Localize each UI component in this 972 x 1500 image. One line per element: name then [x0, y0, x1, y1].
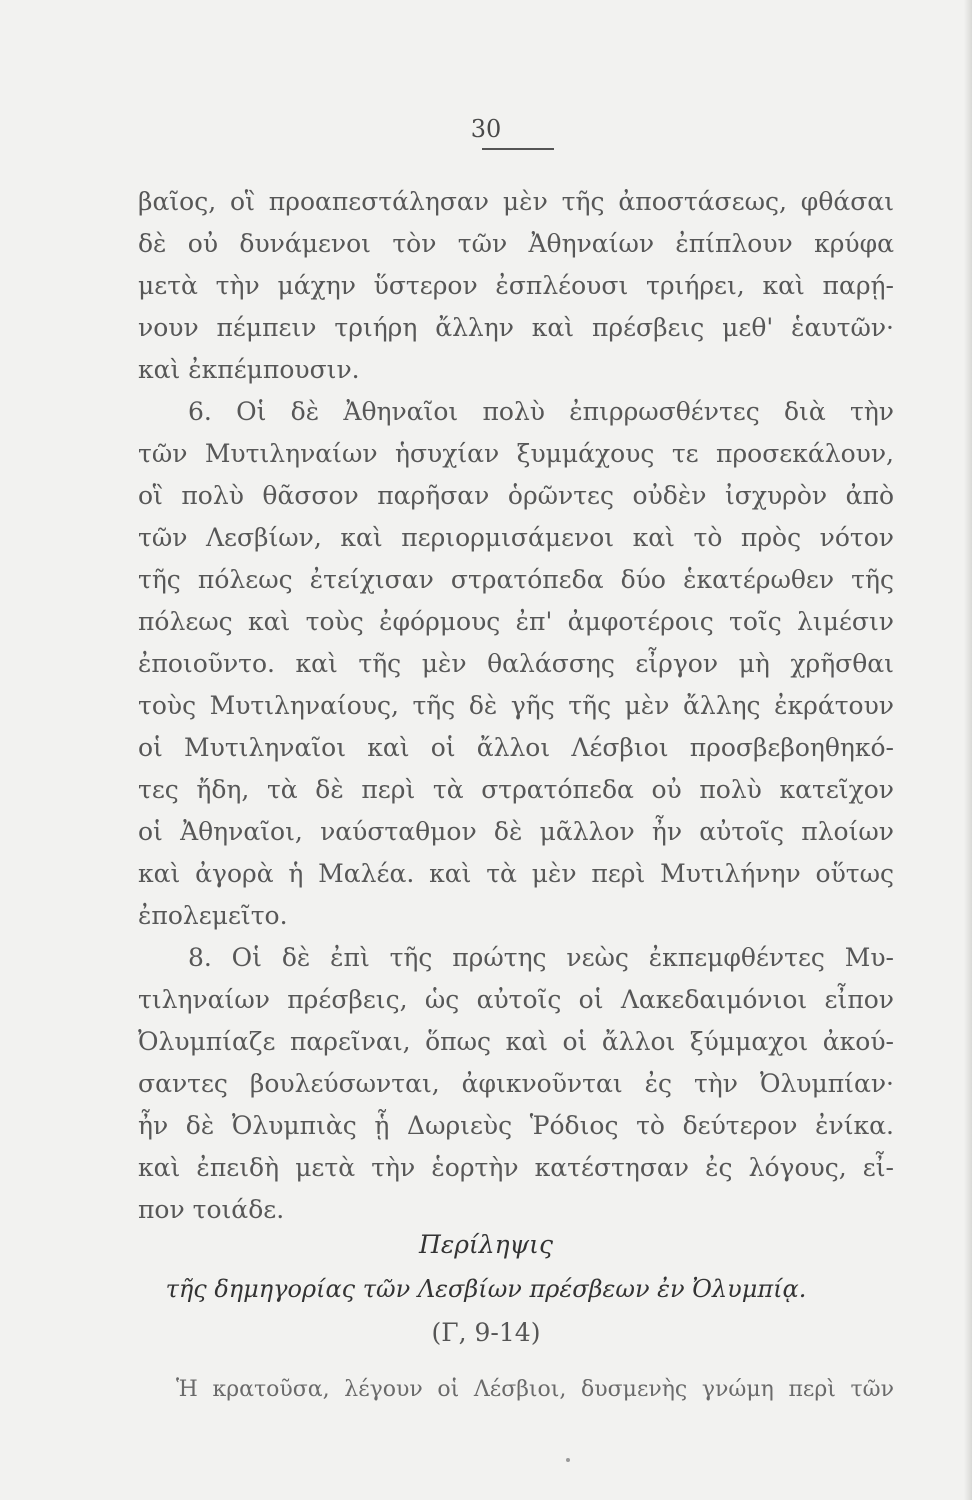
text-line: οἳ πολὺ θᾶσσον παρῆσαν ὁρῶντες οὐδὲν ἰσχυρὸν ἀπὸ: [138, 481, 894, 510]
text-line: τιληναίων πρέσβεις, ὡς αὐτοῖς οἱ Λακεδαιμόνιοι εἶπον: [138, 985, 894, 1014]
text-line: βαῖος, οἳ προαπεστάλησαν μὲν τῆς ἀποστάσεως, φθάσαι: [138, 187, 894, 216]
text-line: οἱ Ἀθηναῖοι, ναύσταθμον δὲ μᾶλλον ἦν αὐτοῖς πλοίων: [138, 817, 894, 846]
text-line: τῶν Μυτιληναίων ἡσυχίαν ξυμμάχους τε προσεκάλουν,: [138, 439, 894, 468]
text-line: τες ἤδη, τὰ δὲ περὶ τὰ στρατόπεδα οὐ πολὺ κατεῖχον: [138, 775, 894, 804]
text-line: τῆς πόλεως ἐτείχισαν στρατόπεδα δύο ἑκατέρωθεν τῆς: [138, 565, 894, 594]
text-line: πον τοιάδε.: [138, 1195, 285, 1224]
text-line: μετὰ τὴν μάχην ὕστερον ἐσπλέουσι τριήρει, καὶ παρῄ-: [138, 271, 894, 300]
paragraph-6-start: 6. Οἱ δὲ Ἀθηναῖοι πολὺ ἐπιρρωσθέντες διὰ τὴν: [188, 397, 894, 426]
text-line: δὲ οὐ δυνάμενοι τὸν τῶν Ἀθηναίων ἐπίπλουν κρύφα: [138, 229, 894, 258]
section-reference: (Γ, 9-14): [431, 1318, 541, 1347]
text-line: ἦν δὲ Ὀλυμπιὰς ᾗ Δωριεὺς Ῥόδιος τὸ δεύτερον ἐνίκα.: [138, 1111, 894, 1140]
text-line: Ὀλυμπίαζε παρεῖναι, ὅπως καὶ οἱ ἄλλοι ξύμμαχοι ἀκού-: [138, 1027, 894, 1056]
text-line: σαντες βουλεύσωνται, ἀφικνοῦνται ἐς τὴν Ὀλυμπίαν·: [138, 1069, 894, 1098]
text-line: ἐπολεμεῖτο.: [138, 901, 288, 930]
text-line: καὶ ἀγορὰ ἡ Μαλέα. καὶ τὰ μὲν περὶ Μυτιλήνην οὕτως: [138, 859, 894, 888]
text-line: πόλεως καὶ τοὺς ἐφόρμους ἐπ' ἀμφοτέροις τοῖς λιμέσιν: [138, 607, 894, 636]
text-line: ἐποιοῦντο. καὶ τῆς μὲν θαλάσσης εἶργον μὴ χρῆσθαι: [138, 649, 894, 678]
section-subtitle: τῆς δημηγορίας τῶν Λεσβίων πρέσβεων ἐν Ὀλυμπίᾳ.: [165, 1275, 807, 1303]
section-title: Περίληψις: [419, 1230, 553, 1259]
text-line: καὶ ἐπειδὴ μετὰ τὴν ἑορτὴν κατέστησαν ἐς λόγους, εἶ-: [138, 1153, 894, 1182]
text-line: καὶ ἐκπέμπουσιν.: [138, 355, 360, 384]
page-number: 30: [470, 115, 502, 143]
paper-speck: [566, 1458, 570, 1462]
text-line: οἱ Μυτιληναῖοι καὶ οἱ ἄλλοι Λέσβιοι προσβεβοηθηκό-: [138, 733, 894, 762]
text-line: νουν πέμπειν τριήρη ἄλλην καὶ πρέσβεις μεθ' ἑαυτῶν·: [138, 313, 894, 342]
page-number-underline: [482, 148, 554, 150]
paragraph-8-start: 8. Οἱ δὲ ἐπὶ τῆς πρώτης νεὼς ἐκπεμφθέντες Μυ-: [188, 943, 894, 972]
summary-first-line: Ἡ κρατοῦσα, λέγουν οἱ Λέσβιοι, δυσμενὴς γνώμη περὶ τῶν: [176, 1377, 894, 1402]
text-line: τῶν Λεσβίων, καὶ περιορμισάμενοι καὶ τὸ πρὸς νότον: [138, 523, 894, 552]
text-line: τοὺς Μυτιληναίους, τῆς δὲ γῆς τῆς μὲν ἄλλης ἐκράτουν: [138, 691, 894, 720]
